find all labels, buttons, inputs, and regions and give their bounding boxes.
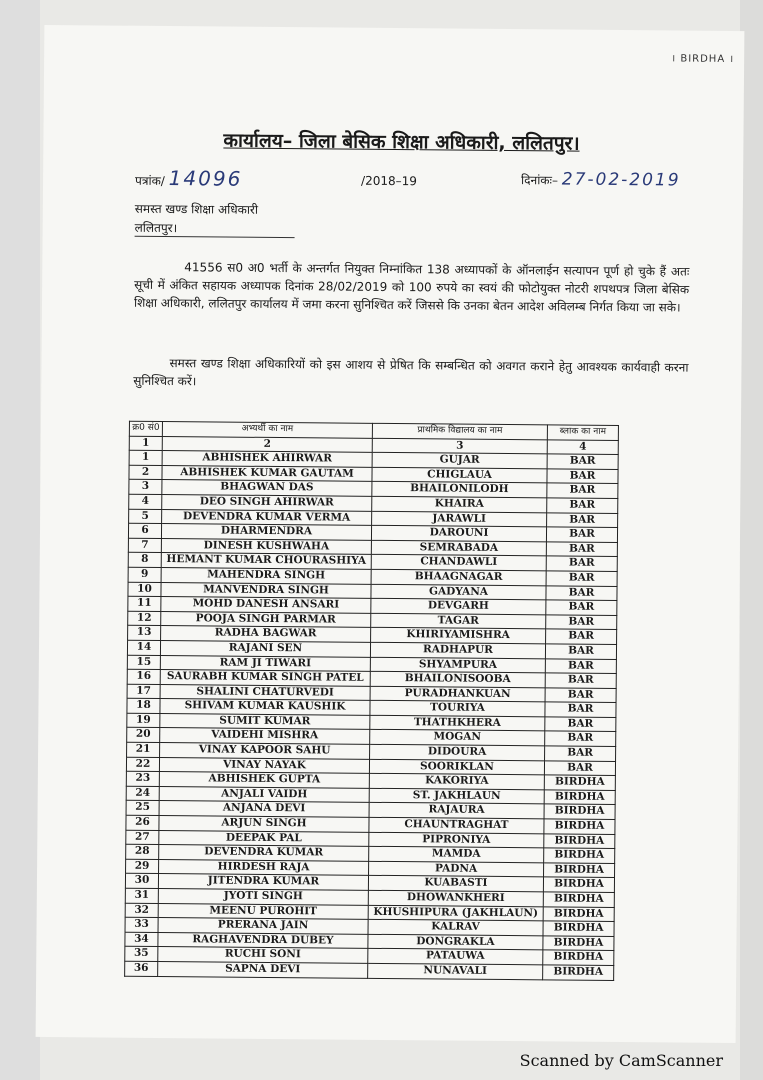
scan-right-shadow [740,0,763,1080]
date-label: दिनांकः– [521,173,559,188]
school-name-cell: RAJAURA [369,803,544,819]
candidate-name-cell: SUMIT KUMAR [160,713,370,729]
serial-cell: 15 [127,655,160,670]
serial-cell: 4 [129,494,162,509]
table-row [125,961,614,980]
block-name-cell: BAR [545,731,616,746]
candidate-name-cell: RUCHI SONI [158,947,368,963]
block-name-cell: BIRDHA [543,877,614,892]
serial-cell: 22 [126,757,159,772]
serial-cell: 21 [127,742,160,757]
block-name-cell: BIRDHA [543,892,614,907]
serial-cell: 27 [126,830,159,845]
candidate-name-cell: DINESH KUSHWAHA [161,538,371,554]
block-name-cell: BIRDHA [543,965,614,980]
candidate-name-cell: DHARMENDRA [161,524,371,540]
school-name-cell: DIDOURA [370,744,545,760]
school-name-cell: KAKORIYA [369,774,544,790]
candidate-name-cell: DEVENDRA KUMAR [159,845,369,861]
block-name-cell: BAR [545,688,616,703]
school-name-cell: DEVGARH [371,598,546,614]
candidate-name-cell: MANVENDRA SINGH [161,582,371,598]
scan-left-shadow [0,0,40,1080]
school-name-cell: PADNA [369,861,544,877]
serial-cell: 35 [125,947,158,962]
patrank-handwritten: 14096 [168,166,243,191]
reference-number [135,166,242,191]
candidate-name-cell: RADHA BAGWAR [161,626,371,642]
school-name-cell: CHANDAWLI [371,555,546,571]
candidate-name-cell: ABHISHEK AHIRWAR [162,451,372,467]
candidate-name-cell: SAURABH KUMAR SINGH PATEL [160,670,370,686]
block-name-cell: BAR [547,512,618,527]
serial-cell: 32 [125,903,158,918]
school-name-cell: PIPRONIYA [369,832,544,848]
school-name-cell: KUABASTI [368,876,543,892]
school-name-cell: TAGAR [371,613,546,629]
candidate-name-cell: VINAY NAYAK [159,757,369,773]
school-name-cell: THATHKHERA [370,715,545,731]
candidate-name-cell: DEVENDRA KUMAR VERMA [162,509,372,525]
candidate-name-cell: ABHISHEK GUPTA [159,772,369,788]
school-name-cell: MOGAN [370,730,545,746]
candidate-name-cell: JYOTI SINGH [158,888,368,904]
block-name-cell: BAR [545,658,616,673]
col-number: 1 [129,436,162,451]
block-name-cell: BAR [547,469,618,484]
block-name-cell: BAR [545,644,616,659]
candidate-name-cell: SHALINI CHATURVEDI [160,684,370,700]
serial-cell: 13 [128,626,161,641]
serial-cell: 6 [128,523,161,538]
school-name-cell: BHAAGNAGAR [371,569,546,585]
col-number: 4 [547,439,618,454]
block-name-cell: BIRDHA [544,790,615,805]
candidate-name-cell: ANJALI VAIDH [159,786,369,802]
serial-cell: 11 [128,596,161,611]
school-name-cell: BHAILONILODH [372,482,547,498]
addressee-line1: समस्त खण्ड शिक्षा अधिकारी [134,201,259,217]
block-name-cell: BAR [545,702,616,717]
school-name-cell: KHAIRA [372,496,547,512]
school-name-cell: SEMRABADA [371,540,546,556]
serial-cell: 34 [125,932,158,947]
school-name-cell: TOURIYA [370,701,545,717]
header-serial: क्र0 सं0 [129,421,162,436]
block-name-cell: BAR [545,746,616,761]
block-name-cell: BAR [546,556,617,571]
session-year: /2018–19 [361,173,418,189]
serial-cell: 3 [129,480,162,495]
candidate-name-cell: ANJANA DEVI [159,801,369,817]
school-name-cell: PATAUWA [368,949,543,965]
school-name-cell: CHAUNTRAGHAT [369,817,544,833]
block-name-cell: BAR [546,629,617,644]
candidate-name-cell: JITENDRA KUMAR [158,874,368,890]
school-name-cell: BHAILONISOOBA [370,671,545,687]
block-name-cell: BAR [547,498,618,513]
serial-cell: 7 [128,538,161,553]
serial-cell: 30 [125,874,158,889]
serial-cell: 18 [127,698,160,713]
teacher-list-table [124,421,619,981]
serial-cell: 9 [128,567,161,582]
school-name-cell: DONGRAKLA [368,934,543,950]
candidate-name-cell: RAGHAVENDRA DUBEY [158,932,368,948]
serial-cell: 17 [127,684,160,699]
camscanner-watermark: Scanned by CamScanner [519,1051,723,1070]
serial-cell: 14 [127,640,160,655]
school-name-cell: RADHAPUR [370,642,545,658]
block-name-cell: BAR [545,717,616,732]
block-name-cell: BIRDHA [544,833,615,848]
block-name-cell: BAR [547,454,618,469]
candidate-name-cell: RAJANI SEN [160,640,370,656]
block-name-cell: BIRDHA [543,936,614,951]
school-name-cell: DHOWANKHERI [368,890,543,906]
block-name-cell: BIRDHA [543,921,614,936]
document-page [36,25,745,1043]
block-name-cell: BIRDHA [544,804,615,819]
block-name-cell: BAR [546,615,617,630]
addressee-line2: ललितपुर। [135,219,295,238]
serial-cell: 33 [125,917,158,932]
block-name-cell: BIRDHA [543,950,614,965]
block-name-cell: BAR [545,673,616,688]
header-school-name: प्राथमिक विद्यालय का नाम [372,423,547,439]
serial-cell: 19 [127,713,160,728]
body-paragraph-1: 41556 स0 अ0 भर्ती के अन्तर्गत नियुक्त निम्नांकित 138 अध्यापकों के ऑनलाईन सत्यापन पूर्ण हो चुके हैं अतः सूची में अंकित सहायक अध्यापक दिनांक 28/02/2019 को 100 रुपये का स्वयं की फोटोयुक्त नोटरी शपथपत्र जिला बेसिक शिक्षा अधिकारी, ललितपुर कार्यालय में जमा करना सुनिश्चित करें जिससे कि उनका बेतन आदेश अविलम्ब निर्गत किया जा सके। [133,260,690,315]
block-name-cell: BAR [544,761,615,776]
teacher-list-table-wrap [124,421,619,981]
serial-cell: 29 [126,859,159,874]
candidate-name-cell: PRERANA JAIN [158,918,368,934]
serial-cell: 2 [129,465,162,480]
serial-cell: 10 [128,582,161,597]
candidate-name-cell: MEENU PUROHIT [158,903,368,919]
candidate-name-cell: MAHENDRA SINGH [161,567,371,583]
serial-cell: 28 [126,844,159,859]
school-name-cell: PURADHANKUAN [370,686,545,702]
school-name-cell: SOORIKLAN [369,759,544,775]
serial-cell: 26 [126,815,159,830]
school-name-cell: JARAWLI [372,511,547,527]
school-name-cell: ST. JAKHLAUN [369,788,544,804]
date-handwritten: 27-02-2019 [561,169,681,191]
block-name-cell: BAR [546,585,617,600]
candidate-name-cell: HIRDESH RAJA [159,859,369,875]
school-name-cell: KHUSHIPURA (JAKHLAUN) [368,905,543,921]
candidate-name-cell: ABHISHEK KUMAR GAUTAM [162,465,372,481]
candidate-name-cell: MOHD DANESH ANSARI [161,597,371,613]
serial-cell: 8 [128,553,161,568]
serial-cell: 20 [127,728,160,743]
serial-cell: 16 [127,669,160,684]
candidate-name-cell: VAIDEHI MISHRA [160,728,370,744]
candidate-name-cell: SAPNA DEVI [158,961,368,977]
school-name-cell: GADYANA [371,584,546,600]
candidate-name-cell: VINAY KAPOOR SAHU [160,743,370,759]
school-name-cell: DAROUNI [371,525,546,541]
school-name-cell: KHIRIYAMISHRA [371,628,546,644]
school-name-cell: NUNAVALI [368,963,543,979]
school-name-cell: GUJAR [372,453,547,469]
header-block-name: ब्लाक का नाम [547,425,618,440]
school-name-cell: SHYAMPURA [370,657,545,673]
candidate-name-cell: RAM JI TIWARI [160,655,370,671]
block-name-cell: BIRDHA [544,775,615,790]
school-name-cell: KALRAV [368,920,543,936]
body-paragraph-2: समस्त खण्ड शिक्षा अधिकारियों को इस आशय से प्रेषित कि सम्बन्धित को अवगत कराने हेतु आवश्यक कार्यवाही करना सुनिश्चित करें। [133,356,689,389]
block-name-cell: BIRDHA [543,906,614,921]
candidate-name-cell: ARJUN SINGH [159,816,369,832]
office-title: कार्यालय– जिला बेसिक शिक्षा अधिकारी, ललितपुर। [223,129,580,155]
candidate-name-cell: POOJA SINGH PARMAR [161,611,371,627]
serial-cell: 31 [125,888,158,903]
header-candidate-name: अभ्यर्थी का नाम [162,422,372,438]
block-name-cell: BAR [546,542,617,557]
block-name-cell: BIRDHA [544,848,615,863]
candidate-name-cell: DEEPAK PAL [159,830,369,846]
serial-cell: 25 [126,801,159,816]
candidate-name-cell: SHIVAM KUMAR KAUSHIK [160,699,370,715]
patrank-label: पत्रांक/ [135,173,165,189]
block-name-cell: BIRDHA [544,863,615,878]
serial-cell: 36 [125,961,158,976]
serial-cell: 24 [126,786,159,801]
serial-cell: 23 [126,771,159,786]
date-block [521,169,681,190]
candidate-name-cell: BHAGWAN DAS [162,480,372,496]
serial-cell: 5 [129,509,162,524]
block-name-cell: BIRDHA [544,819,615,834]
block-name-cell: BAR [546,600,617,615]
block-name-cell: BAR [547,483,618,498]
col-number: 2 [162,436,372,452]
block-name-cell: BAR [546,571,617,586]
col-number: 3 [372,438,547,454]
candidate-name-cell: HEMANT KUMAR CHOURASHIYA [161,553,371,569]
candidate-name-cell: DEO SINGH AHIRWAR [162,494,372,510]
school-name-cell: CHIGLAUA [372,467,547,483]
corner-block-mark: । BIRDHA । [671,53,735,65]
school-name-cell: MAMDA [369,847,544,863]
block-name-cell: BAR [546,527,617,542]
serial-cell: 1 [129,450,162,465]
serial-cell: 12 [128,611,161,626]
